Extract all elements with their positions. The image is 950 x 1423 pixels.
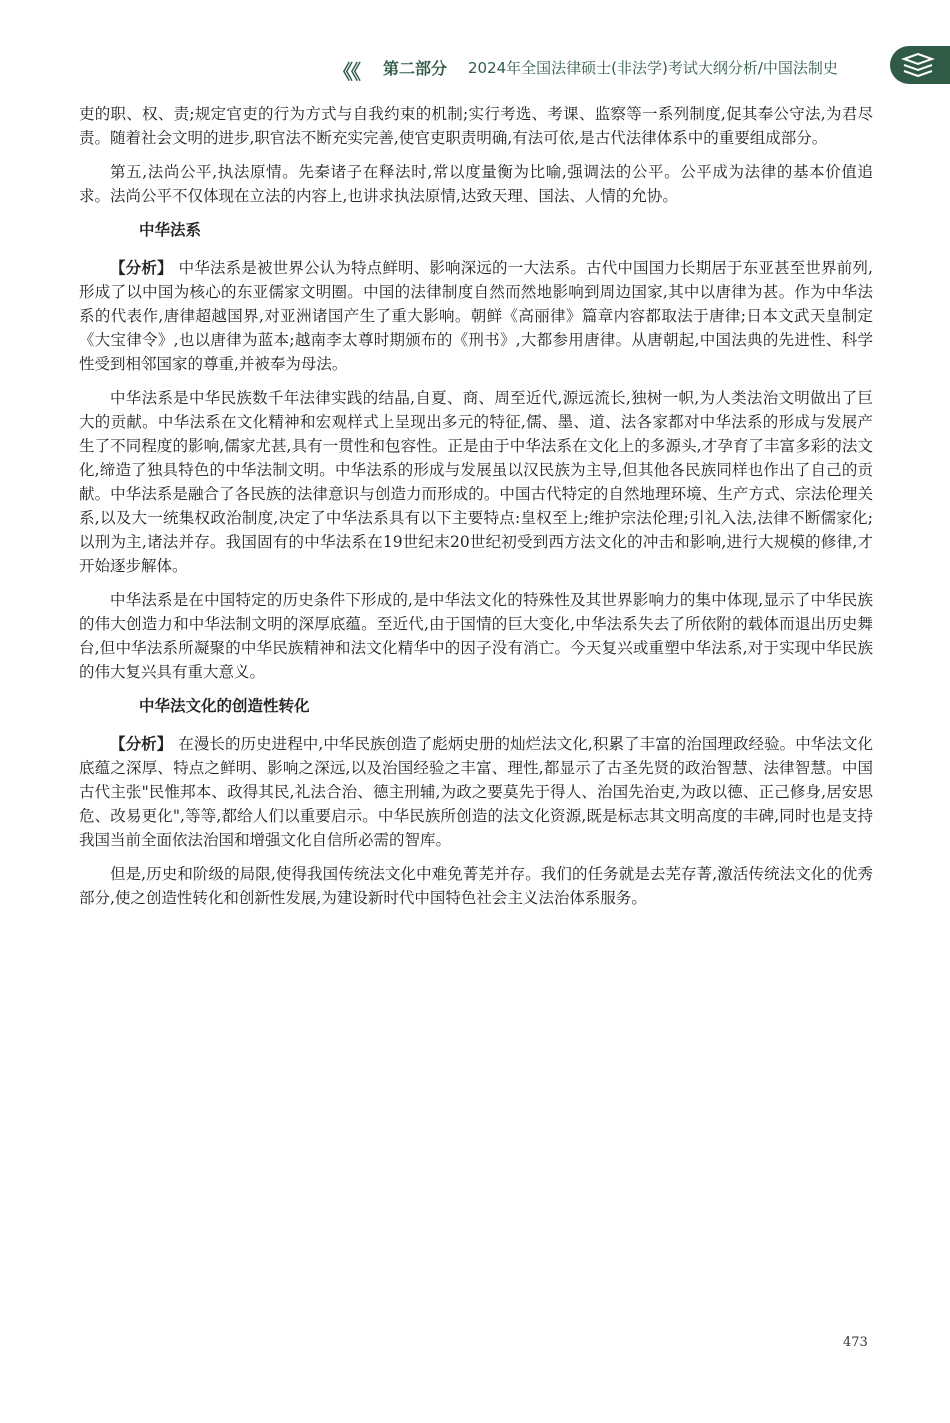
part-label: 第二部分 [383,59,448,78]
analysis-label: 【分析】 [110,259,173,277]
chevron-ornament: 《《 [333,60,359,84]
paragraph: 中华法系是在中国特定的历史条件下形成的,是中华法文化的特殊性及其世界影响力的集中体现,显示了中华民族的伟大创造力和中华法制文明的深厚底蕴。至近代,由于国情的巨大变化,中华法系失去了所依附的载体而退出历史舞台,但中华法系所凝聚的中华民族精神和法文化精华中的因子没有消亡。今天复兴或重塑中华法系,对于实现中华民族的伟大复兴具有重大意义。 [79,591,873,681]
paragraph: 但是,历史和阶级的局限,使得我国传统法文化中难免菁芜并存。我们的任务就是去芜存菁,激活传统法文化的优秀部分,使之创造性转化和创新性发展,为建设新时代中国特色社会主义法治体系服务。 [79,865,873,907]
header-tab [890,46,950,84]
analysis-text: 在漫长的历史进程中,中华民族创造了彪炳史册的灿烂法文化,积累了丰富的治国理政经验。中华法文化底蕴之深厚、特点之鲜明、影响之深远,以及治国经验之丰富、理性,都显示了古圣先贤的政治智慧、法律智慧。中国古代主张"民惟邦本、政得其民,礼法合治、德主刑辅,为政之要莫先于得人、治国先治吏,为政以德、正己修身,居安思危、改易更化",等等,都给人们以重要启示。中华民族所创造的法文化资源,既是标志其文明高度的丰碑,同时也是支持我国当前全面依法治国和增强文化自信所必需的智库。 [79,735,873,849]
analysis-label: 【分析】 [110,735,173,753]
running-header [0,44,950,88]
paragraph: 第五,法尚公平,执法原情。先秦诸子在释法时,常以度量衡为比喻,强调法的公平。公平成为法律的基本价值追求。法尚公平不仅体现在立法的内容上,也讲求执法原情,达致天理、国法、人情的允协。 [79,163,873,205]
page-body [79,102,873,920]
section-heading: 中华法系 [139,221,202,239]
analysis-paragraph [79,732,873,852]
header-title: 2024年全国法律硕士(非法学)考试大纲分析/中国法制史 [468,59,838,77]
paragraph: 吏的职、权、责;规定官吏的行为方式与自我约束的机制;实行考选、考课、监察等一系列制度,促其奉公守法,为君尽责。随着社会文明的进步,职官法不断充实完善,使官吏职责明确,有法可依,是古代法律体系中的重要组成部分。 [79,105,873,147]
paragraph: 中华法系是中华民族数千年法律实践的结晶,自夏、商、周至近代,源远流长,独树一帜,为人类法治文明做出了巨大的贡献。中华法系在文化精神和宏观样式上呈现出多元的特征,儒、墨、道、法各家都对中华法系的形成与发展产生了不同程度的影响,儒家尤甚,具有一贯性和包容性。正是由于中华法系在文化上的多源头,才孕育了丰富多彩的法文化,缔造了独具特色的中华法制文明。中华法系的形成与发展虽以汉民族为主导,但其他各民族同样也作出了自己的贡献。中华法系是融合了各民族的法律意识与创造力而形成的。中国古代特定的自然地理环境、生产方式、宗法伦理关系,以及大一统集权政治制度,决定了中华法系具有以下主要特点:皇权至上;维护宗法伦理;引礼入法,法律不断儒家化;以刑为主,诸法并存。我国固有的中华法系在19世纪末20世纪初受到西方法文化的冲击和影响,进行大规模的修律,才开始逐步解体。 [79,389,873,575]
analysis-paragraph [79,256,873,376]
analysis-text: 中华法系是被世界公认为特点鲜明、影响深远的一大法系。古代中国国力长期居于东亚甚至世界前列,形成了以中国为核心的东亚儒家文明圈。中国的法律制度自然而然地影响到周边国家,其中以唐律为甚。作为中华法系的代表作,唐律超越国界,对亚洲诸国产生了重大影响。朝鲜《高丽律》篇章内容都取法于唐律;日本文武天皇制定《大宝律令》,也以唐律为蓝本;越南李太尊时期颁布的《刑书》,大都参用唐律。从唐朝起,中国法典的先进性、科学性受到相邻国家的尊重,并被奉为母法。 [79,259,873,373]
section-heading: 中华法文化的创造性转化 [139,697,310,715]
page-number: 473 [843,1335,868,1350]
book-stack-icon [900,53,936,77]
